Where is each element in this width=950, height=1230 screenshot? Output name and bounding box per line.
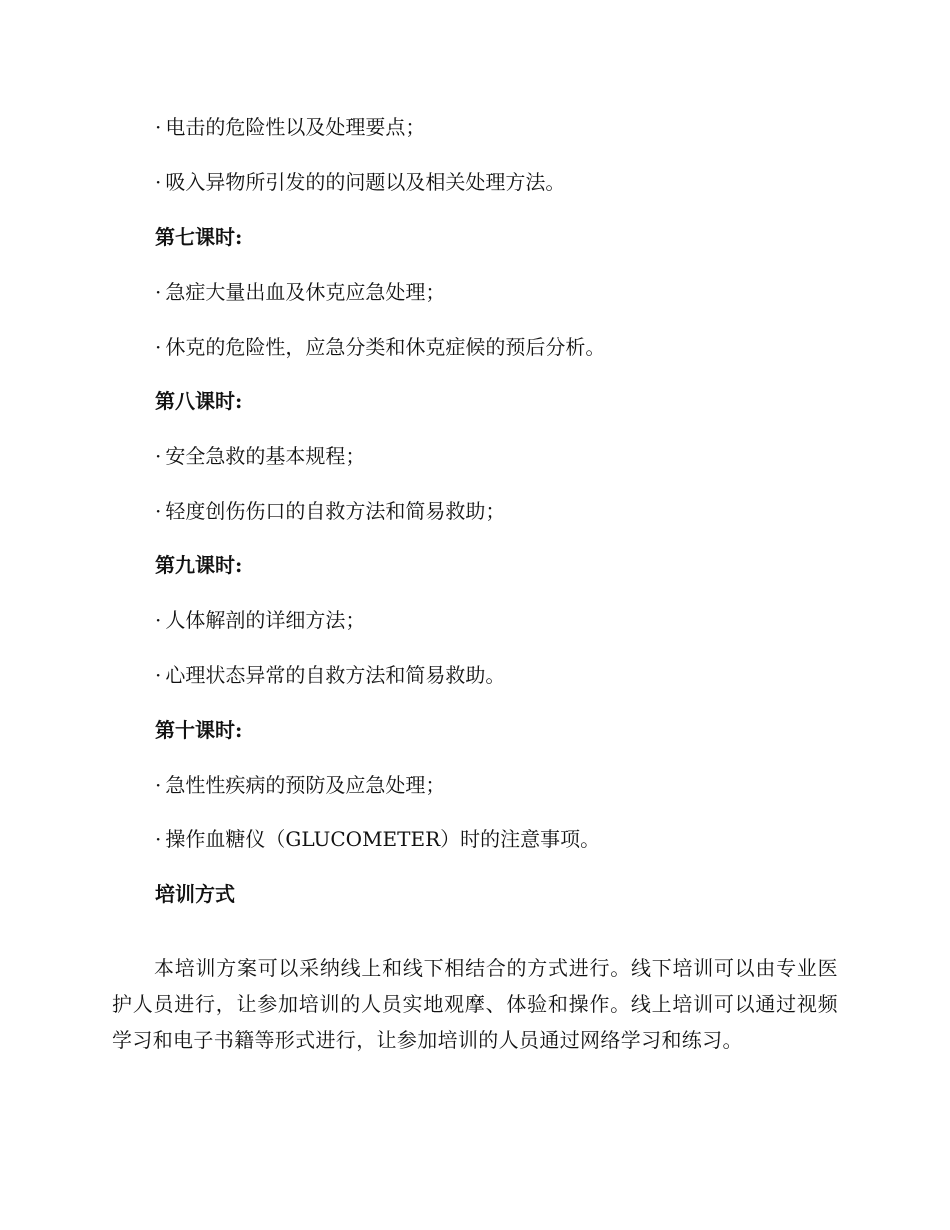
- section-heading: 第七课时:: [155, 225, 243, 249]
- list-item: · 轻度创伤伤口的自救方法和简易救助；: [155, 497, 505, 525]
- list-item: · 操作血糖仪（GLUCOMETER）时的注意事项。: [155, 825, 600, 853]
- section-heading: 培训方式: [155, 882, 235, 906]
- list-item: · 安全急救的基本规程；: [155, 442, 365, 470]
- list-item: · 休克的危险性，应急分类和休克症候的预后分析。: [155, 333, 605, 361]
- section-heading: 第九课时:: [155, 553, 243, 577]
- list-item: · 急症大量出血及休克应急处理；: [155, 278, 445, 306]
- list-item: · 电击的危险性以及处理要点；: [155, 113, 425, 141]
- list-item: · 吸入异物所引发的的问题以及相关处理方法。: [155, 168, 565, 196]
- list-item: · 人体解剖的详细方法；: [155, 606, 365, 634]
- list-item: · 急性性疾病的预防及应急处理；: [155, 771, 445, 799]
- body-paragraph: 本培训方案可以采纳线上和线下相结合的方式进行。线下培训可以由专业医护人员进行，让参加培训的人员实地观摩、体验和操作。线上培训可以通过视频学习和电子书籍等形式进行，让参加培训的人员通过网络学习和练习。: [112, 956, 838, 1052]
- section-heading: 第十课时:: [155, 718, 243, 742]
- list-item: · 心理状态异常的自救方法和简易救助。: [155, 661, 505, 689]
- section-heading: 第八课时:: [155, 389, 243, 413]
